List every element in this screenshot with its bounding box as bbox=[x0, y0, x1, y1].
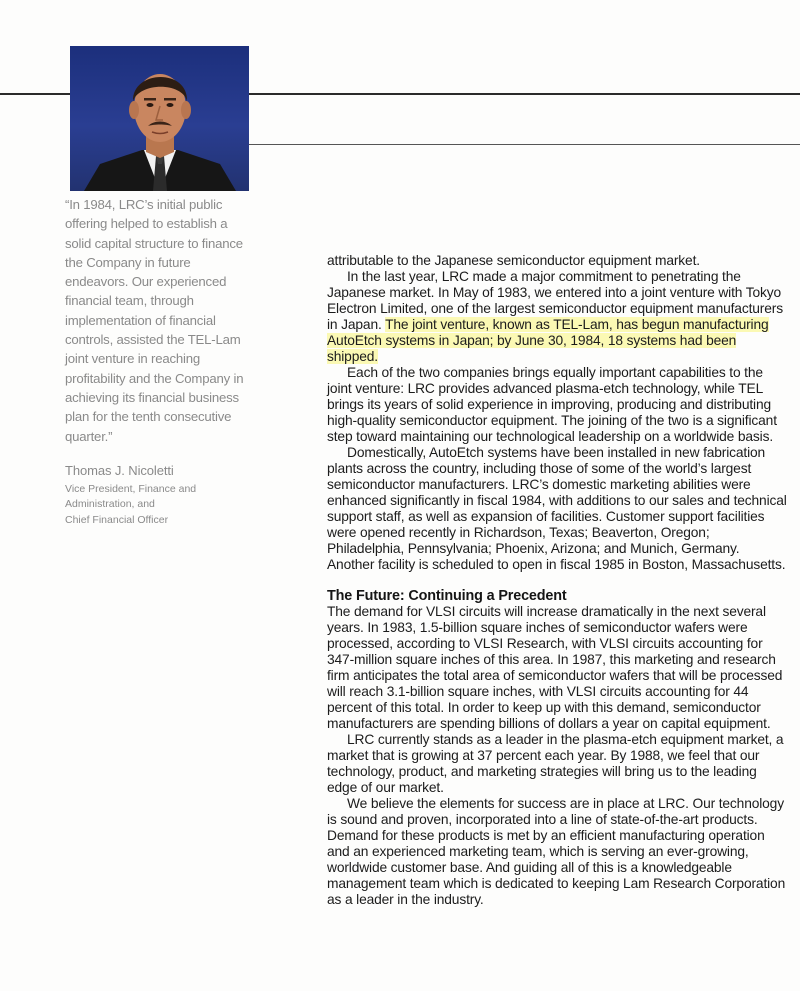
paragraph: The demand for VLSI circuits will increase dramatically in the next several years. In 1983, 1.5-billion square inches of semiconductor wafers were processed, according to VLSI Research, with VLSI circuits accounting for 347-million square inches of this area. In 1987, this marketing and research firm anticipates the total area of semiconductor wafers that will be processed will reach 3.1-billion square inches, with VLSI circuits accounting for 44 percent of this total. In order to keep up with this demand, semiconductor manufacturers are spending billions of dollars a year on capital equipment. bbox=[327, 604, 783, 731]
top-rule-right bbox=[249, 93, 800, 95]
top-rule-left bbox=[0, 93, 70, 95]
paragraph: LRC currently stands as a leader in the plasma-etch equipment market, a market that is growing at 37 percent each year. By 1988, we feel that our technology, product, and marketing strategies will bring us to the leading edge of our market. bbox=[327, 732, 784, 795]
signature-title bbox=[65, 482, 255, 529]
main-body-text bbox=[327, 253, 789, 908]
signature-title-line: Administration, and bbox=[65, 498, 155, 511]
signature-title-line: Chief Financial Officer bbox=[65, 513, 169, 526]
paragraph: Each of the two companies brings equally important capabilities to the joint venture: LRC provides advanced plasma-etch technology, while TEL brings its years of solid experience in improving, producing and distributing high-quality semiconductor equipment. The joining of the two is a significant step toward maintaining our technological leadership on a worldwide basis. bbox=[327, 365, 777, 444]
paragraph bbox=[327, 269, 789, 365]
signature-title-line: Vice President, Finance and bbox=[65, 482, 197, 495]
highlighted-text: The joint venture, known as TEL-Lam, has begun manufacturing AutoEtch systems in Japan; by June 30, 1984, 18 systems had been shipped. bbox=[327, 317, 769, 364]
signature-name: Thomas J. Nicoletti bbox=[65, 462, 174, 478]
paragraph: attributable to the Japanese semiconductor equipment market. bbox=[327, 253, 700, 268]
paragraph: We believe the elements for success are in place at LRC. Our technology is sound and proven, incorporated into a line of state-of-the-art products. Demand for these products is met by an efficient manufacturing operation and an experienced marketing team, which is serving an ever-growing, worldwide customer base. And guiding all of this is a knowledgeable management team which is dedicated to keeping Lam Research Corporation as a leader in the industry. bbox=[327, 796, 786, 907]
section-heading: The Future: Continuing a Precedent bbox=[327, 588, 567, 604]
paragraph-text: In the last year, LRC made a major commitment to penetrating the Japanese market. In May of 1983, we entered into a joint venture with Tokyo Electron Limited, one of the largest semiconductor equipment manufacturers in Japan. bbox=[327, 269, 783, 332]
sidebar-quote-block bbox=[65, 195, 255, 528]
paragraph: Domestically, AutoEtch systems have been installed in new fabrication plants across the country, including those of some of the world’s largest semiconductor manufacturers. LRC’s domestic marketing abilities were enhanced significantly in fiscal 1984, with additions to our sales and technical support staff, as well as expansion of facilities. Customer support facilities were opened recently in Richardson, Texas; Beaverton, Oregon; Philadelphia, Pennsylvania; Phoenix, Arizona; and Munich, Germany. Another facility is scheduled to open in fiscal 1985 in Boston, Massachusetts. bbox=[327, 445, 787, 572]
pull-quote: “In 1984, LRC’s initial public offering helped to establish a solid capital structure to finance the Company in future endeavors. Our experienced financial team, through implementation of financial controls, assisted the TEL-Lam joint venture in reaching profitability and the Company in achieving its financial business plan for the tenth consecutive quarter.” bbox=[65, 197, 244, 444]
executive-portrait bbox=[70, 46, 249, 191]
secondary-rule bbox=[249, 144, 800, 145]
